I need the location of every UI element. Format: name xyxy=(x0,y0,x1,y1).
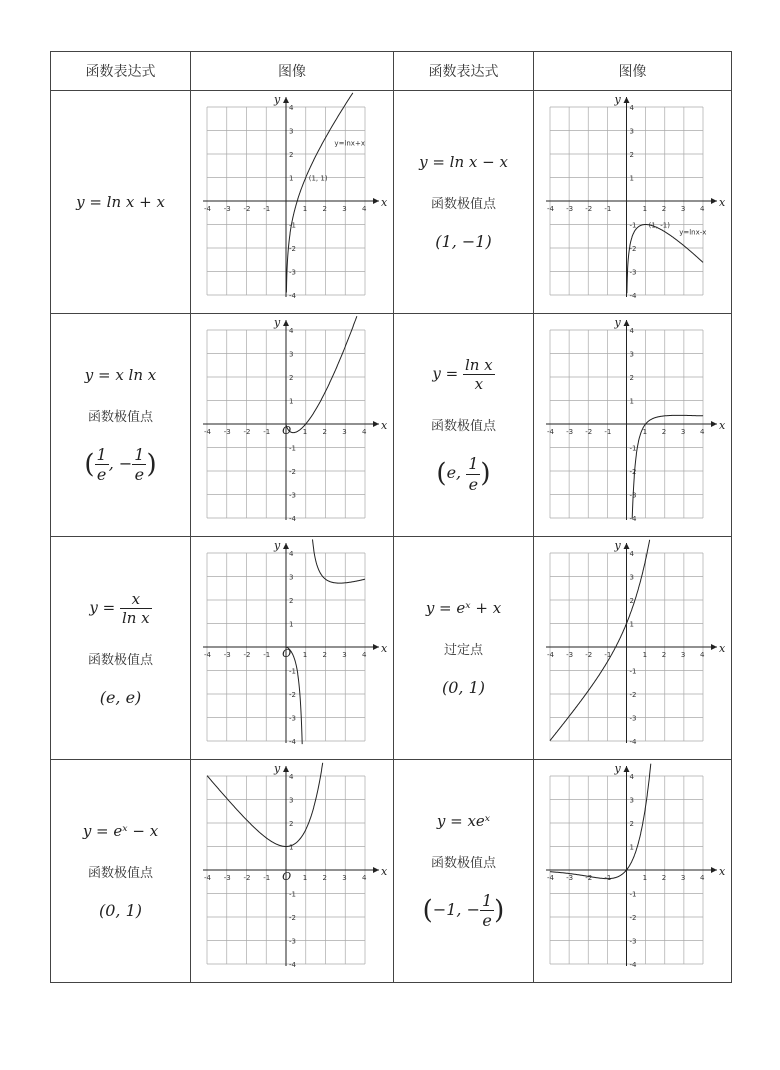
y-tick-label: -3 xyxy=(629,491,637,500)
x-tick-label: -2 xyxy=(585,428,593,436)
y-axis-arrow xyxy=(624,320,630,326)
y-tick-label: 4 xyxy=(629,550,634,558)
formula: y = eˣ + x xyxy=(425,599,502,617)
formula: y = xeˣ xyxy=(436,811,491,830)
x-tick-label: -1 xyxy=(263,874,271,882)
y-tick-label: -3 xyxy=(289,937,296,946)
y-tick-label: -4 xyxy=(629,515,637,523)
x-tick-label: -4 xyxy=(547,428,554,436)
point-prefix: −1, − xyxy=(432,900,480,919)
y-tick-label: 1 xyxy=(629,174,634,183)
x-tick-label: -3 xyxy=(566,651,574,659)
x-axis-label: x xyxy=(719,865,726,878)
y-axis-arrow xyxy=(283,97,289,103)
extremum-label: 函数极值点 xyxy=(87,409,153,425)
x-tick-label: 2 xyxy=(322,874,327,882)
x-tick-label: 2 xyxy=(661,428,667,436)
y-tick-label: 2 xyxy=(629,374,634,382)
plot-cell xyxy=(191,760,394,983)
y-tick-label: -2 xyxy=(289,245,296,253)
x-tick-label: -2 xyxy=(243,428,251,436)
x-tick-label: -3 xyxy=(223,428,231,436)
x-tick-label: -4 xyxy=(204,205,211,213)
y-tick-label: -1 xyxy=(289,444,296,453)
y-tick-label: -4 xyxy=(289,961,296,969)
table-row xyxy=(51,760,732,983)
x-tick-label: -2 xyxy=(243,874,251,882)
point-x: e xyxy=(446,463,457,483)
y-tick-label: 2 xyxy=(289,374,294,382)
expr-cell xyxy=(394,314,534,537)
y-tick-label: -3 xyxy=(289,714,296,723)
y-axis-label: y xyxy=(614,762,621,775)
plot-cell xyxy=(191,537,394,760)
y-tick-label: 3 xyxy=(289,796,294,805)
x-tick-label: 4 xyxy=(362,205,367,213)
x-tick-label: 2 xyxy=(661,874,667,882)
x-tick-label: 2 xyxy=(322,428,327,436)
extremum-point: (0, 1) xyxy=(98,901,142,920)
frac-den: e xyxy=(468,474,479,494)
extremum-label: 函数极值点 xyxy=(430,855,496,871)
x-tick-label: 4 xyxy=(362,428,367,436)
annotation: y=lnx+x xyxy=(334,139,365,148)
x-tick-label: 4 xyxy=(362,874,367,882)
x-axis-arrow xyxy=(373,867,379,873)
x-axis-label: x xyxy=(719,642,726,655)
y-tick-label: 4 xyxy=(289,104,294,112)
frac-num: x xyxy=(120,590,152,609)
y-tick-label: 3 xyxy=(629,127,634,136)
x-tick-label: 2 xyxy=(322,205,327,213)
x-tick-label: 4 xyxy=(362,651,367,659)
x-tick-label: 4 xyxy=(700,874,705,882)
x-tick-label: -1 xyxy=(604,874,612,882)
x-tick-label: 3 xyxy=(680,205,686,213)
y-tick-label: 1 xyxy=(629,397,634,406)
y-tick-label: 2 xyxy=(629,820,634,828)
y-tick-label: -4 xyxy=(629,961,637,969)
y-axis-arrow xyxy=(624,543,630,549)
table-row xyxy=(51,314,732,537)
x-tick-label: -3 xyxy=(566,428,574,436)
table-row xyxy=(51,537,732,760)
x-axis-arrow xyxy=(373,421,379,427)
annotation: y=lnx-x xyxy=(679,228,707,237)
y-axis-arrow xyxy=(624,97,630,103)
x-tick-label: -1 xyxy=(263,205,271,213)
extremum-label: 函数极值点 xyxy=(87,866,153,881)
y-tick-label: 3 xyxy=(289,127,294,136)
x-tick-label: -2 xyxy=(585,874,593,882)
y-tick-label: 1 xyxy=(629,843,634,852)
frac-den: e xyxy=(482,911,492,930)
x-tick-label: -3 xyxy=(566,874,574,882)
graph-plot xyxy=(534,91,731,313)
y-tick-label: 2 xyxy=(289,151,294,159)
formula: y = x ln x xyxy=(84,365,157,384)
x-tick-label: -1 xyxy=(604,651,612,659)
extremum-label: 函数极值点 xyxy=(430,419,496,435)
plot-cell xyxy=(534,537,732,760)
x-axis-label: x xyxy=(381,642,388,655)
y-tick-label: 4 xyxy=(629,327,634,335)
y-axis-label: y xyxy=(614,316,621,329)
x-axis-arrow xyxy=(711,198,717,204)
x-tick-label: 2 xyxy=(661,651,667,659)
x-tick-label: 1 xyxy=(642,874,648,882)
y-tick-label: 1 xyxy=(289,174,294,183)
frac-den: ln x xyxy=(121,608,150,627)
x-axis-arrow xyxy=(373,198,379,204)
x-tick-label: -3 xyxy=(223,651,231,659)
y-tick-label: 4 xyxy=(629,104,634,112)
x-axis-label: x xyxy=(381,419,388,432)
y-tick-label: 2 xyxy=(289,597,294,605)
x-tick-label: -3 xyxy=(223,205,231,213)
y-tick-label: -2 xyxy=(629,691,637,699)
y-tick-label: 3 xyxy=(289,573,294,582)
header-expr-2: 函数表达式 xyxy=(394,52,534,91)
graph-plot xyxy=(534,314,731,536)
x-tick-label: 3 xyxy=(342,205,347,213)
frac-den: e xyxy=(96,465,107,484)
y-tick-label: -3 xyxy=(629,714,637,723)
y-tick-label: 3 xyxy=(629,573,634,582)
fixed-point: (0, 1) xyxy=(441,678,485,697)
y-tick-label: -1 xyxy=(629,890,637,899)
x-tick-label: -4 xyxy=(204,428,211,436)
y-tick-label: 2 xyxy=(629,597,634,605)
x-axis-label: x xyxy=(719,419,726,432)
y-tick-label: -2 xyxy=(629,914,637,922)
plot-cell xyxy=(191,91,394,314)
x-axis-label: x xyxy=(381,196,388,209)
header-expr-1: 函数表达式 xyxy=(51,52,191,91)
x-tick-label: 1 xyxy=(642,651,648,659)
graph-plot xyxy=(534,760,731,982)
formula xyxy=(394,356,533,393)
y-tick-label: -4 xyxy=(629,738,637,746)
curve-y=e^x-x xyxy=(207,763,323,847)
curve-y=xlnx xyxy=(286,316,357,432)
y-axis-arrow xyxy=(624,766,630,772)
graph-plot xyxy=(191,760,393,982)
frac-num: 1 xyxy=(134,444,145,464)
y-axis-label: y xyxy=(274,539,281,552)
extremum-point: (−1, − $\frac{1}{e}$ ) xyxy=(422,890,505,930)
x-axis-arrow xyxy=(711,867,717,873)
y-tick-label: -2 xyxy=(289,468,296,476)
x-tick-label: -3 xyxy=(566,205,574,213)
frac-num: 1 xyxy=(481,890,493,910)
header-graph-2: 图像 xyxy=(534,52,732,91)
y-tick-label: -4 xyxy=(289,515,296,523)
x-tick-label: -2 xyxy=(243,205,251,213)
y-axis-label: y xyxy=(614,539,621,552)
x-tick-label: -4 xyxy=(204,874,211,882)
x-tick-label: -1 xyxy=(604,205,612,213)
curve-y=lnx+x xyxy=(286,93,352,293)
y-tick-label: 2 xyxy=(629,151,634,159)
y-tick-label: 1 xyxy=(289,843,294,852)
y-tick-label: -1 xyxy=(629,444,637,453)
annotation: (1, 1) xyxy=(308,174,328,183)
curve-y=e^x+x xyxy=(550,540,650,741)
y-tick-label: -1 xyxy=(289,667,296,676)
minus-sign: − xyxy=(118,454,133,473)
plot-cell xyxy=(534,91,732,314)
x-tick-label: 3 xyxy=(680,874,686,882)
y-tick-label: 4 xyxy=(289,773,294,781)
expr-cell xyxy=(394,760,534,983)
y-tick-label: -1 xyxy=(289,221,296,230)
x-tick-label: 3 xyxy=(342,428,347,436)
x-axis-arrow xyxy=(711,644,717,650)
frac-num: 1 xyxy=(468,454,479,474)
annotation: O xyxy=(282,870,292,884)
x-tick-label: -4 xyxy=(547,205,554,213)
x-tick-label: 4 xyxy=(700,205,705,213)
y-tick-label: 4 xyxy=(289,550,294,558)
frac-num: ln x xyxy=(464,356,493,375)
extremum-label: 函数极值点 xyxy=(430,197,496,212)
y-tick-label: -3 xyxy=(629,268,637,277)
expr-cell xyxy=(51,760,191,983)
graph-plot xyxy=(534,537,731,759)
y-tick-label: -2 xyxy=(629,245,637,253)
y-tick-label: -3 xyxy=(629,937,637,946)
x-tick-label: 3 xyxy=(680,651,686,659)
x-tick-label: 1 xyxy=(642,205,648,213)
x-tick-label: 3 xyxy=(342,651,347,659)
x-tick-label: -1 xyxy=(263,428,271,436)
x-axis-label: x xyxy=(381,865,388,878)
y-tick-label: 4 xyxy=(289,327,294,335)
x-axis-arrow xyxy=(711,421,717,427)
x-tick-label: 4 xyxy=(700,428,705,436)
y-axis-label: y xyxy=(614,93,621,106)
x-tick-label: -4 xyxy=(547,874,554,882)
header-row xyxy=(51,52,732,91)
y-tick-label: -1 xyxy=(629,221,637,230)
y-axis-arrow xyxy=(283,320,289,326)
expr-cell xyxy=(394,91,534,314)
x-tick-label: 4 xyxy=(700,651,705,659)
extremum-point: (e, $\frac{1}{e}$ ) xyxy=(436,454,491,494)
y-axis-arrow xyxy=(283,543,289,549)
plot-cell xyxy=(534,760,732,983)
y-tick-label: 3 xyxy=(289,350,294,359)
y-tick-label: 3 xyxy=(629,796,634,805)
y-tick-label: -2 xyxy=(629,468,637,476)
y-tick-label: 3 xyxy=(629,350,634,359)
frac-den: x xyxy=(474,375,484,394)
x-tick-label: 1 xyxy=(642,428,648,436)
y-tick-label: -3 xyxy=(289,491,296,500)
header-graph-1: 图像 xyxy=(191,52,394,91)
y-tick-label: -2 xyxy=(289,914,296,922)
x-tick-label: -3 xyxy=(223,874,231,882)
y-tick-label: -4 xyxy=(289,292,296,300)
function-table xyxy=(50,51,732,983)
extremum-label: 函数极值点 xyxy=(87,652,153,668)
y-tick-label: -1 xyxy=(289,890,296,899)
y-tick-label: -3 xyxy=(289,268,296,277)
frac-num: 1 xyxy=(96,444,107,464)
y-tick-label: -4 xyxy=(289,738,296,746)
x-tick-label: -1 xyxy=(604,428,612,436)
annotation: O xyxy=(282,424,292,438)
expr-cell xyxy=(51,314,191,537)
x-tick-label: -2 xyxy=(585,205,593,213)
formula: y = ln x + x xyxy=(76,193,165,211)
table-row xyxy=(51,91,732,314)
x-tick-label: -1 xyxy=(263,651,271,659)
x-tick-label: 1 xyxy=(302,428,308,436)
formula xyxy=(51,590,190,627)
plot-cell xyxy=(191,314,394,537)
x-tick-label: 3 xyxy=(342,874,347,882)
x-axis-label: x xyxy=(719,196,726,209)
y-tick-label: -2 xyxy=(289,691,296,699)
x-tick-label: 1 xyxy=(302,874,308,882)
expr-cell xyxy=(51,537,191,760)
x-tick-label: -4 xyxy=(547,651,554,659)
x-tick-label: 2 xyxy=(322,651,327,659)
y-axis-arrow xyxy=(283,766,289,772)
y-tick-label: 2 xyxy=(289,820,294,828)
fixed-point-label: 过定点 xyxy=(443,643,483,658)
x-tick-label: -2 xyxy=(243,651,251,659)
y-axis-label: y xyxy=(274,762,281,775)
graph-plot xyxy=(191,537,393,759)
y-tick-label: -4 xyxy=(629,292,637,300)
plot-cell xyxy=(534,314,732,537)
frac-den: e xyxy=(134,465,145,484)
formula-prefix: y = xyxy=(432,364,459,383)
expr-cell xyxy=(51,91,191,314)
x-tick-label: 1 xyxy=(302,205,308,213)
graph-plot xyxy=(191,314,393,536)
x-axis-arrow xyxy=(373,644,379,650)
graph-plot xyxy=(191,91,393,313)
x-tick-label: 2 xyxy=(661,205,667,213)
x-tick-label: 1 xyxy=(302,651,308,659)
extremum-point: (1, −1) xyxy=(435,232,492,251)
y-axis-label: y xyxy=(274,93,281,106)
y-tick-label: 1 xyxy=(629,620,634,629)
y-tick-label: -1 xyxy=(629,667,637,676)
expr-cell xyxy=(394,537,534,760)
y-tick-label: 1 xyxy=(289,620,294,629)
x-tick-label: -4 xyxy=(204,651,211,659)
annotation: O xyxy=(282,647,292,661)
formula: y = eˣ − x xyxy=(82,822,159,840)
x-tick-label: -2 xyxy=(585,651,593,659)
y-axis-label: y xyxy=(274,316,281,329)
x-tick-label: 3 xyxy=(680,428,686,436)
y-tick-label: 1 xyxy=(289,397,294,406)
annotation: (1, -1) xyxy=(648,221,670,230)
y-tick-label: 4 xyxy=(629,773,634,781)
curve-y=xe^x xyxy=(550,764,651,879)
formula: y = ln x − x xyxy=(419,153,508,171)
extremum-point: (e, e) xyxy=(99,687,142,707)
formula-prefix: y = xyxy=(89,598,116,616)
extremum-point: ( $\frac{1}{e}$ , − $\frac{1}{e}$ ) xyxy=(84,444,157,484)
